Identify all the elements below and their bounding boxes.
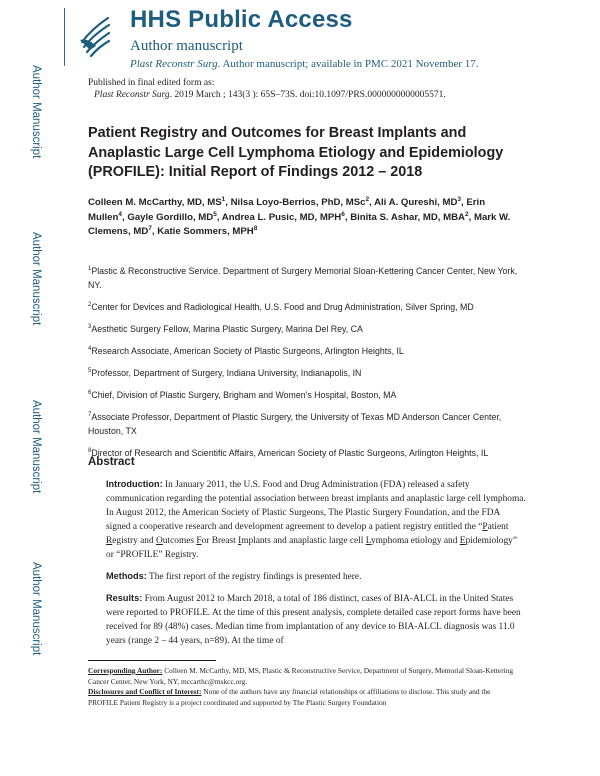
- corresponding-author-note: Corresponding Author: Colleen M. McCarthy, MD, MS, Plastic & Reconstructive Service, Department of Surgery, Memorial Sloan-Kettering Cancer Center, New York, NY, mccarthc@mskcc.org.: [88, 666, 514, 686]
- abstract-introduction: Introduction: In January 2011, the U.S. Food and Drug Administration (FDA) released a safety communication regarding the potential association between breast implants and anaplastic large cell lymphoma. In August 2012, the American Society of Plastic Surgeons, The Plastic Surgery Foundation, and the FDA signed a cooperative research and development agreement to develop a patient registry entitled the “Patient Registry and Outcomes For Breast Implants and anaplastic large cell Lymphoma etiology and Epidemiology” or “PROFILE” Registry.: [106, 479, 526, 560]
- author: Binita S. Ashar, MD, MBA$^2$,: [350, 210, 474, 223]
- header-divider: [64, 8, 65, 66]
- availability-text: . Author manuscript; available in PMC 2021 November 17.: [217, 58, 479, 70]
- availability-line: [130, 58, 479, 70]
- author: Colleen M. McCarthy, MD, $MS^1$,: [88, 195, 231, 208]
- author-manuscript-subtitle: Author manuscript: [130, 38, 243, 54]
- author: Erin Mullen$^4$,: [88, 197, 486, 223]
- side-label-2: Author Manuscript: [30, 232, 42, 326]
- affiliation-item: $^5$Professor, Department of Surgery, Indiana University, Indianapolis, IN: [88, 368, 362, 378]
- affiliation-item: $^3$Aesthetic Surgery Fellow, Marina Plastic Surgery, Marina Del Rey, CA: [88, 324, 363, 334]
- disclosures-note: Disclosures and Conflict of Interest: None of the authors have any financial relationships or affiliations to disclose. This study and the PROFILE Patient Registry is a project coordinated and supported by The Plastic Surgery Foundation: [88, 687, 491, 707]
- citation-details: . 2019 March ; 143(3 ): 65S–73S. doi:10.1097/PRS.0000000000005571.: [169, 90, 446, 100]
- side-label-3: Author Manuscript: [30, 400, 42, 494]
- publication-info: [88, 77, 446, 101]
- affiliations: [88, 264, 518, 468]
- published-in-label: Published in final edited form as:: [88, 78, 215, 88]
- abstract-methods: Methods: The first report of the registry findings is presented here.: [106, 571, 362, 582]
- footnotes: [88, 666, 520, 708]
- hhs-eagle-logo-icon: [78, 12, 112, 58]
- footnote-divider: [88, 660, 216, 661]
- abstract-heading: Abstract: [88, 456, 135, 468]
- citation-journal: Plast Reconstr Surg: [94, 90, 170, 100]
- author: Katie Sommers, MPH$^8$: [157, 224, 258, 237]
- author: Ali A. Qureshi, $MD^3$,: [374, 195, 467, 208]
- affiliation-item: $^1$Plastic & Reconstructive Service. Department of Surgery Memorial Sloan-Kettering Cancer Center, New York, NY.: [88, 266, 518, 290]
- author: Nilsa Loyo-Berrios, PhD, MSc$^2$,: [230, 195, 375, 208]
- abstract-results: Results: From August 2012 to March 2018, a total of 186 distinct, cases of BIA-ALCL in the United States were reported to PROFILE. At the time of this present analysis, complete detailed case report forms have been received for 89 (48%) cases. Median time from implantation of any device to BIA-ALCL diagnosis was 11.0 years (range 2 – 44 years, n=89). At the time of: [106, 593, 521, 646]
- affiliation-item: $^8$Director of Research and Scientific Affairs, American Society of Plastic Surgeons, Arlington Heights, IL: [88, 448, 489, 458]
- article-title: Patient Registry and Outcomes for Breast Implants and Anaplastic Large Cell Lymphoma Etiology and Epidemiology (PROFILE): Initial Report of Findings 2012 – 2018: [88, 125, 504, 180]
- journal-abbrev: Plast Reconstr Surg: [130, 58, 218, 70]
- side-label-1: Author Manuscript: [30, 65, 42, 159]
- hhs-public-access-title: HHS Public Access: [130, 6, 353, 33]
- author: Andrea L. Pusic, MD, MPH$^6$,: [221, 210, 351, 223]
- affiliation-item: $^7$Associate Professor, Department of Plastic Surgery, the University of Texas MD Anderson Cancer Center, Houston, TX: [88, 412, 502, 436]
- affiliation-item: $^2$Center for Devices and Radiological Health, U.S. Food and Drug Administration, Silver Spring, MD: [88, 302, 474, 312]
- side-label-4: Author Manuscript: [30, 562, 42, 656]
- abstract-body: [106, 477, 526, 655]
- affiliation-item: $^6$Chief, Division of Plastic Surgery, Brigham and Women's Hospital, Boston, MA: [88, 390, 397, 400]
- affiliation-item: $^4$Research Associate, American Society of Plastic Surgeons, Arlington Heights, IL: [88, 346, 404, 356]
- citation-line: [88, 89, 446, 101]
- author-manuscript-sidebar: [0, 0, 44, 776]
- author: Gayle Gordillo, $MD^5$,: [127, 210, 222, 223]
- author: Mark W. Clemens, $MD^7$,: [88, 211, 511, 237]
- author-list: [88, 196, 518, 240]
